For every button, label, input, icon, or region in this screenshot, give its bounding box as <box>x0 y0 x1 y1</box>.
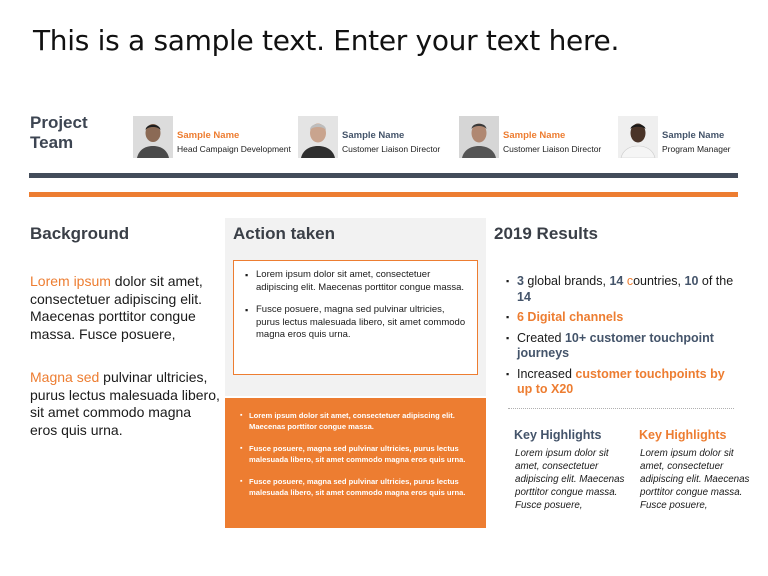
result-item: ▪ 3 global brands, 14 countries, 10 of the 14 <box>506 274 741 305</box>
team-member-2 <box>298 116 440 158</box>
result-item: ▪ 6 Digital channels <box>506 310 741 326</box>
dotted-divider <box>508 408 734 409</box>
team-member-1 <box>133 116 291 158</box>
accent-text: Magna sed <box>30 369 100 385</box>
background-paragraph-2 <box>30 369 220 439</box>
person-photo-icon <box>618 116 658 158</box>
accent-text: Lorem ipsum <box>30 273 111 289</box>
member-role: Customer Liaison Director <box>342 144 441 154</box>
key-highlights-title-1: Key Highlights <box>514 428 602 442</box>
action-bullet: ▪ Lorem ipsum dolor sit amet, consectetuer adipiscing elit. Maecenas porttitor congue massa. <box>242 269 469 294</box>
action-orange-bullet: ▪ Fusce posuere, magna sed pulvinar ultricies, purus lectus malesuada libero, sit amet commodo magna eros quis urna. <box>239 476 478 498</box>
team-member-4 <box>618 116 731 158</box>
avatar-photo <box>459 116 499 158</box>
key-highlights-body-2: Lorem ipsum dolor sit amet, consectetuer adipiscing elit. Maecenas porttitor congue massa. Fusce posuere, <box>640 448 750 511</box>
action-bullet: ▪ Fusce posuere, magna sed pulvinar ultricies, purus lectus malesuada libero, sit amet commodo magna eros quis urna. <box>242 304 469 342</box>
avatar-photo <box>618 116 658 158</box>
member-role: Program Manager <box>662 144 731 154</box>
member-role: Customer Liaison Director <box>503 144 602 154</box>
divider-orange <box>29 192 738 197</box>
person-photo-icon <box>133 116 173 158</box>
key-highlights-title-2: Key Highlights <box>639 428 727 442</box>
results-heading: 2019 Results <box>494 224 598 243</box>
results-list <box>506 274 741 403</box>
member-name: Sample Name <box>177 130 240 141</box>
action-bordered-box <box>233 260 478 375</box>
member-name: Sample Name <box>662 130 725 141</box>
action-orange-bullet: ▪ Lorem ipsum dolor sit amet, consectetuer adipiscing elit. Maecenas porttitor congue massa. <box>239 410 478 432</box>
background-heading: Background <box>30 224 130 243</box>
action-heading: Action taken <box>233 224 336 243</box>
action-orange-panel <box>225 398 486 528</box>
slide-title: This is a sample text. Enter your text here. <box>33 24 620 57</box>
person-photo-icon <box>459 116 499 158</box>
result-item: ▪ Created 10+ customer touchpoint journeys <box>506 331 741 362</box>
member-name: Sample Name <box>342 130 405 141</box>
member-role: Head Campaign Development <box>177 144 291 154</box>
team-label-line1: Project <box>30 113 88 132</box>
person-photo-icon <box>298 116 338 158</box>
key-highlights-body-1: Lorem ipsum dolor sit amet, consectetuer adipiscing elit. Maecenas porttitor congue massa. Fusce posuere, <box>515 448 625 511</box>
divider-dark <box>29 173 738 178</box>
team-label-line2: Team <box>30 133 74 152</box>
avatar-photo <box>133 116 173 158</box>
member-name: Sample Name <box>503 130 566 141</box>
project-team-label <box>30 113 88 153</box>
avatar-photo <box>298 116 338 158</box>
result-item: ▪ Increased customer touchpoints by up to X20 <box>506 367 741 398</box>
action-orange-bullet: ▪ Fusce posuere, magna sed pulvinar ultricies, purus lectus malesuada libero, sit amet commodo magna eros quis urna. <box>239 443 478 465</box>
paragraph-text: pulvinar ultricies, purus lectus malesuada libero, sit amet commodo magna eros quis urna. <box>30 369 220 438</box>
team-member-3 <box>459 116 601 158</box>
paragraph-text: dolor sit amet, consectetuer adipiscing elit. Maecenas porttitor congue massa. Fusce posuere, <box>30 273 203 342</box>
background-paragraph-1 <box>30 273 220 343</box>
